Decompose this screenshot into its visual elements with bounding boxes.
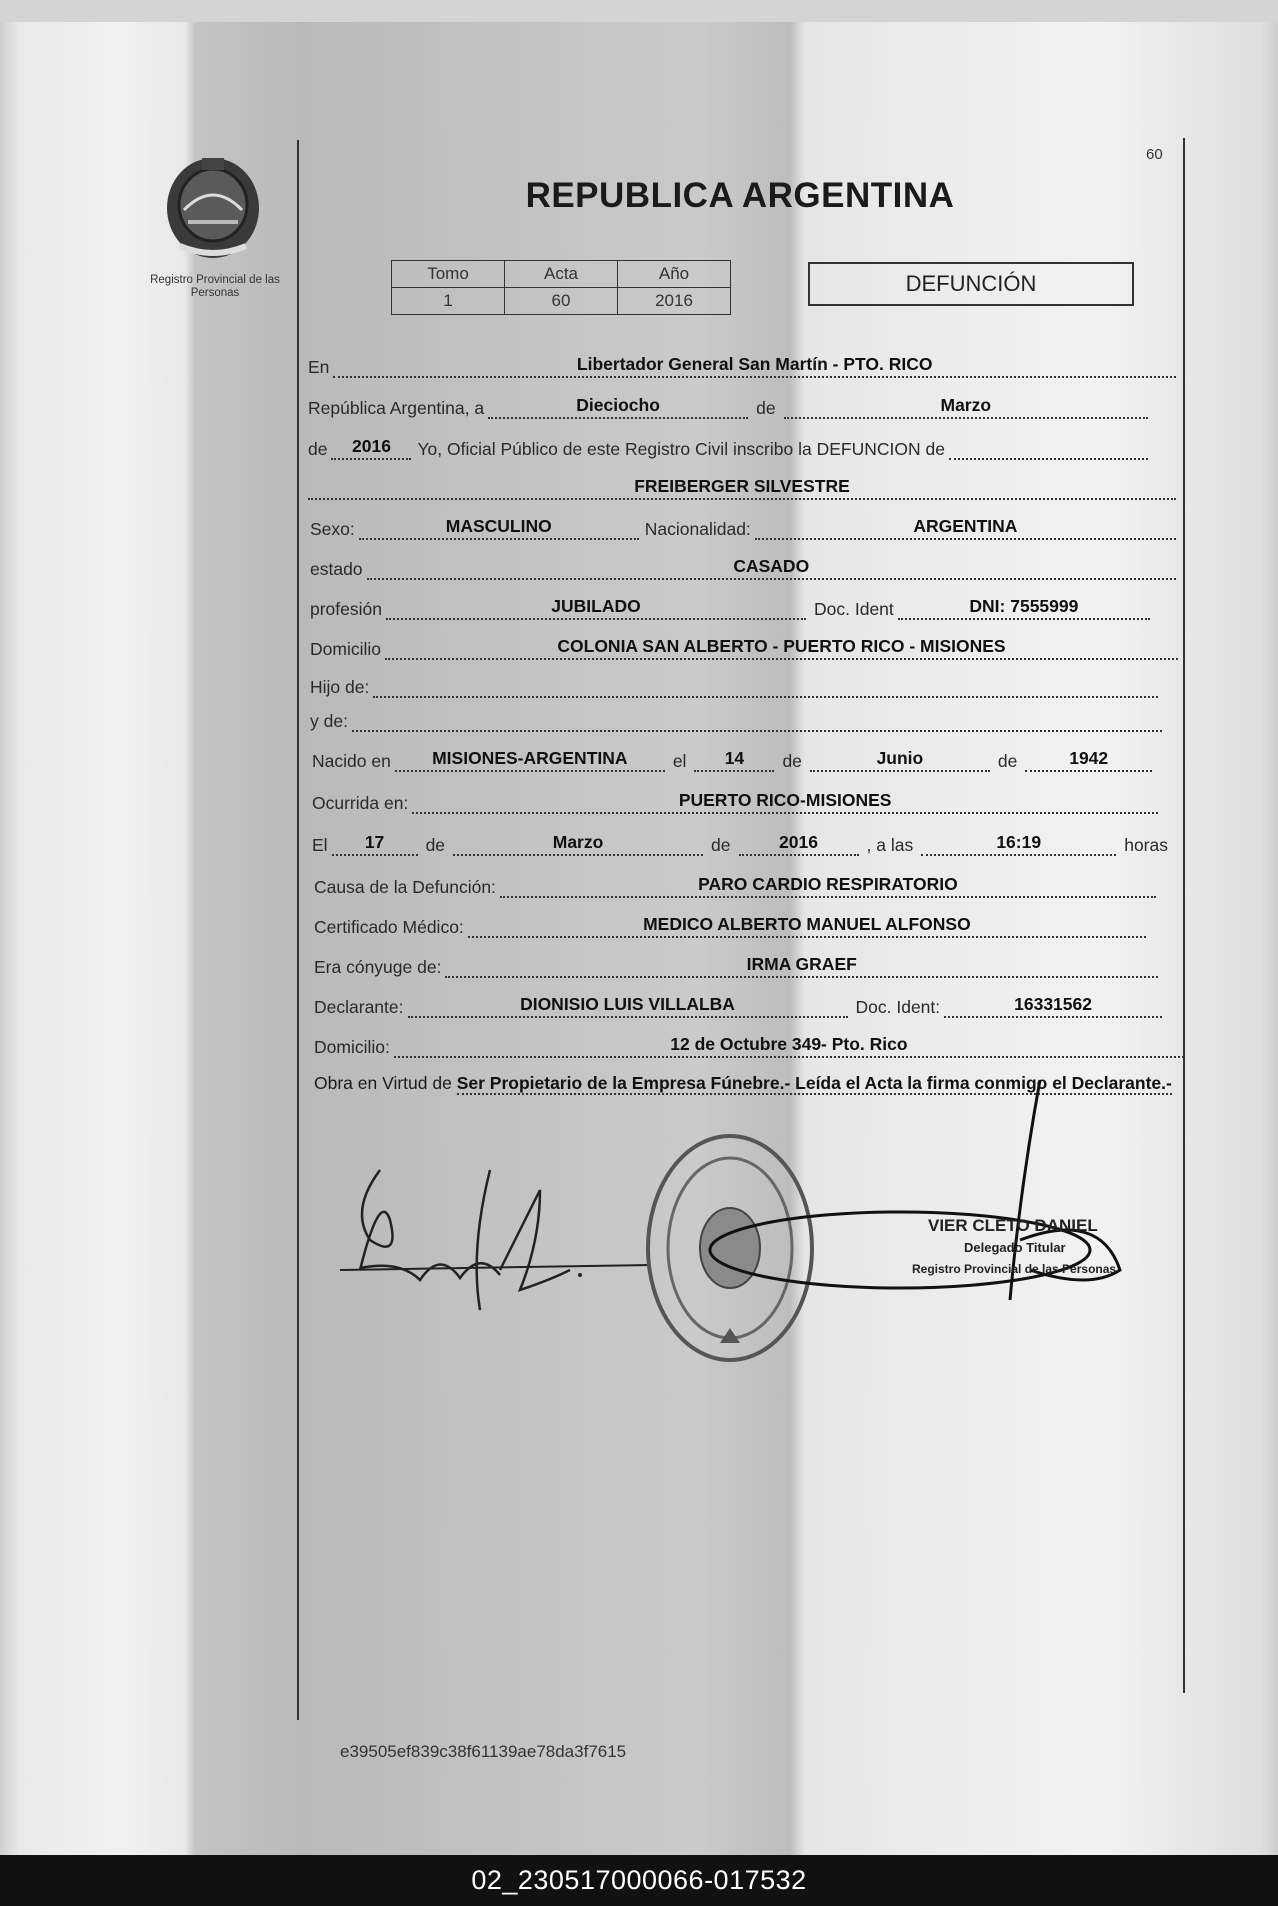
certificado-value: MEDICO ALBERTO MANUEL ALFONSO — [468, 914, 1146, 938]
register-header-tomo: Tomo — [392, 261, 505, 288]
nacido-label: Nacido en — [312, 751, 391, 771]
scan-top-strip — [0, 0, 1278, 22]
en-label: En — [308, 357, 330, 377]
yo-text: Yo, Oficial Público de este Registro Civil inscribo la DEFUNCION de — [417, 439, 945, 459]
profesion-value: JUBILADO — [386, 596, 806, 620]
sexo-label: Sexo: — [310, 519, 355, 539]
de-label: de — [756, 398, 776, 418]
doc2-label: Doc. Ident: — [855, 997, 941, 1017]
causa-label: Causa de la Defunción: — [314, 877, 496, 897]
register-table — [391, 260, 731, 315]
officer-signature — [700, 1070, 1160, 1330]
obra-text: Ser Propietario de la Empresa Fúnebre.- Leída el Acta la firma conmigo el Declarante.- — [456, 1073, 1172, 1093]
row-sexo — [310, 514, 1176, 540]
stamp-officer-role: Delegado Titular — [964, 1240, 1066, 1255]
el2-label: El — [312, 835, 328, 855]
stamp-organization: Registro Provincial de las Personas — [912, 1262, 1117, 1276]
estado-value: CASADO — [367, 556, 1176, 580]
domicilio-value: COLONIA SAN ALBERTO - PUERTO RICO - MISIONES — [385, 636, 1178, 660]
row-nacido — [312, 746, 1152, 772]
row-ocurrida — [312, 788, 1158, 814]
page-title: REPUBLICA ARGENTINA — [525, 176, 955, 215]
nac-anio-value: 1942 — [1025, 748, 1152, 772]
republica-label: República Argentina, a — [308, 398, 485, 418]
row-certificado — [314, 912, 1146, 938]
document-hash: e39505ef839c38f61139ae78da3f7615 — [340, 1742, 627, 1761]
obra-label: Obra en Virtud de — [314, 1073, 452, 1093]
nac-dia-value: 14 — [694, 748, 774, 772]
de-label-6: de — [711, 835, 731, 855]
row-hijo — [310, 672, 1158, 698]
row-lugar — [308, 352, 1176, 378]
conyuge-value: IRMA GRAEF — [445, 954, 1158, 978]
yo-blank — [949, 457, 1148, 460]
declarant-signature — [340, 1150, 650, 1330]
row-conyuge — [314, 952, 1158, 978]
row-yde — [310, 706, 1162, 732]
row-domicilio-declarante — [314, 1032, 1184, 1058]
register-value-anio: 2016 — [618, 288, 731, 315]
hijo-label: Hijo de: — [310, 677, 370, 697]
nombre-value: FREIBERGER SILVESTRE — [308, 476, 1176, 500]
ocurrida-label: Ocurrida en: — [312, 793, 409, 813]
register-value-tomo: 1 — [392, 288, 505, 315]
conyuge-label: Era cónyuge de: — [314, 957, 442, 977]
folio-number: 60 — [1146, 146, 1163, 163]
domicilio2-label: Domicilio: — [314, 1037, 390, 1057]
sexo-value: MASCULINO — [359, 516, 639, 540]
row-fecha — [308, 393, 1148, 419]
de-label-2: de — [308, 439, 328, 459]
nacionalidad-value: ARGENTINA — [755, 516, 1176, 540]
de-label-5: de — [425, 835, 446, 855]
def-anio-value: 2016 — [739, 832, 859, 856]
mes-value: Marzo — [784, 395, 1148, 419]
el-label: el — [672, 751, 687, 771]
row-yo — [308, 434, 1148, 460]
register-value-acta: 60 — [505, 288, 618, 315]
row-fecha-defuncion — [312, 830, 1172, 856]
domicilio2-value: 12 de Octubre 349- Pto. Rico — [394, 1034, 1184, 1058]
def-mes-value: Marzo — [453, 832, 703, 856]
declarante-label: Declarante: — [314, 997, 404, 1017]
nacido-en-value: MISIONES-ARGENTINA — [395, 748, 665, 772]
de-label-3: de — [782, 751, 802, 771]
register-header-acta: Acta — [505, 261, 618, 288]
row-domicilio — [310, 634, 1178, 660]
registry-label: Registro Provincial de las Personas — [150, 274, 280, 299]
hijo-blank — [373, 695, 1158, 698]
province-crest-icon — [158, 150, 268, 262]
right-margin-line — [1183, 138, 1185, 1693]
doc-label: Doc. Ident — [814, 599, 894, 619]
row-profesion — [310, 594, 1150, 620]
hora-value: 16:19 — [921, 832, 1116, 856]
certificado-label: Certificado Médico: — [314, 917, 464, 937]
ocurrida-value: PUERTO RICO-MISIONES — [412, 790, 1158, 814]
lugar-value: Libertador General San Martín - PTO. RICO — [333, 354, 1176, 378]
doc-value: DNI: 7555999 — [898, 596, 1150, 620]
nac-mes-value: Junio — [810, 748, 990, 772]
alas-label: , a las — [866, 835, 914, 855]
de-label-4: de — [997, 751, 1018, 771]
left-margin-line — [297, 140, 299, 1720]
nacionalidad-label: Nacionalidad: — [644, 519, 751, 539]
register-header-anio: Año — [618, 261, 731, 288]
anio-value: 2016 — [331, 436, 411, 460]
def-dia-value: 17 — [332, 832, 418, 856]
horas-label: horas — [1124, 835, 1168, 855]
row-causa — [314, 872, 1156, 898]
scan-id: 02_230517000066-017532 — [471, 1865, 807, 1895]
yde-blank — [352, 729, 1162, 732]
estado-label: estado — [310, 559, 363, 579]
record-type-box: DEFUNCIÓN — [808, 262, 1134, 306]
domicilio-label: Domicilio — [310, 639, 381, 659]
row-estado — [310, 554, 1176, 580]
causa-value: PARO CARDIO RESPIRATORIO — [500, 874, 1156, 898]
profesion-label: profesión — [310, 599, 382, 619]
row-nombre — [308, 474, 1176, 500]
dia-value: Dieciocho — [488, 395, 748, 419]
yde-label: y de: — [310, 711, 348, 731]
scan-id-band — [0, 1855, 1278, 1906]
declarante-value: DIONISIO LUIS VILLALBA — [408, 994, 848, 1018]
doc2-value: 16331562 — [944, 994, 1162, 1018]
row-declarante — [314, 992, 1162, 1018]
stamp-officer-name: VIER CLETO DANIEL — [928, 1216, 1098, 1235]
